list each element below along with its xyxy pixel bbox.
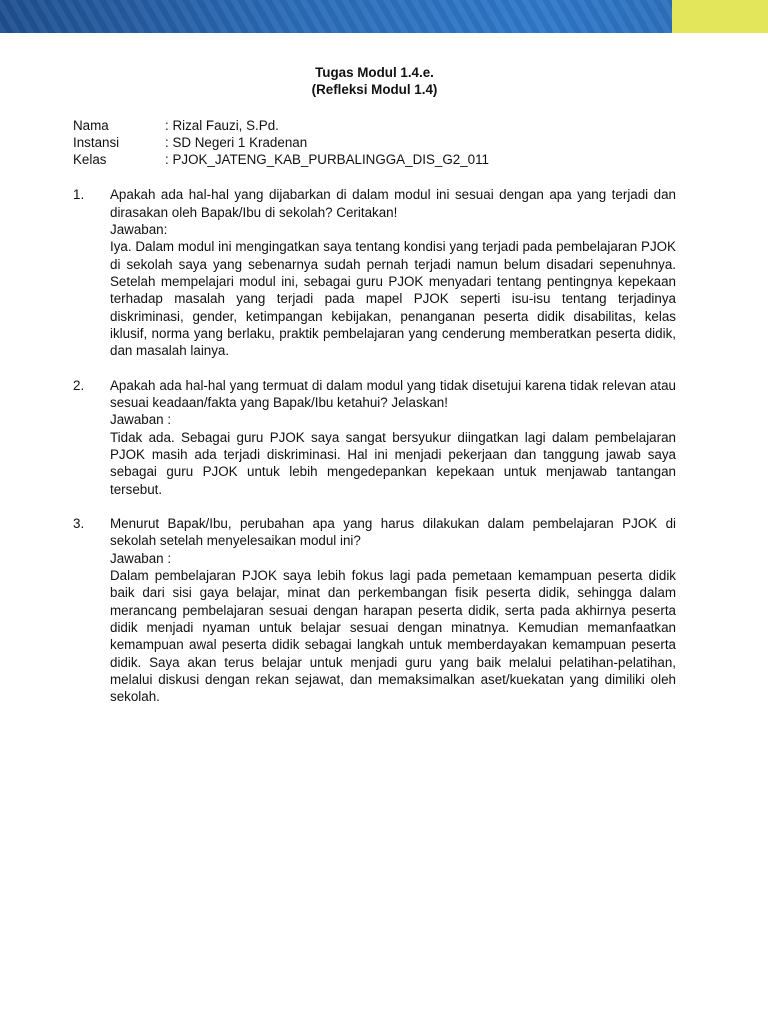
identity-label: Kelas	[73, 152, 107, 168]
document-title: Tugas Modul 1.4.e.	[315, 65, 434, 80]
question-body	[110, 515, 676, 705]
identity-label: Instansi	[73, 134, 120, 150]
answer-text: Dalam pembelajaran PJOK saya lebih fokus lagi pada pemetaan kemampuan peserta didik baik dari sisi gaya belajar, minat dan perkembangan fisik peserta didik, sehingga dalam merancang pembelajaran sesuai dengan harapan peserta didik, serta pada akhirnya peserta didik menjadi nyaman untuk belajar sesuai dengan minatnya. Kemudian memanfaatkan kemampuan awal peserta didik sebagai langkah untuk memberdayakan kemampuan peserta didik. Saya akan terus belajar untuk menjadi guru yang baik melalui pelatihan-pelatihan, melalui diskusi dengan rekan sejawat, dan memaksimalkan aset/kuekatan yang dimiliki oleh sekolah.	[110, 568, 676, 705]
answer-label: Jawaban :	[110, 550, 172, 566]
header-accent-block	[672, 0, 768, 33]
question-number: 2.	[73, 377, 85, 393]
question-text: Menurut Bapak/Ibu, perubahan apa yang harus dilakukan dalam pembelajaran PJOK di sekolah setelah menyelesaikan modul ini?	[110, 516, 676, 549]
answer-label: Jawaban:	[110, 222, 168, 238]
question-body	[110, 186, 676, 359]
question-number: 3.	[73, 516, 85, 532]
document-page	[73, 64, 676, 723]
identity-row-nama	[73, 117, 676, 134]
identity-row-instansi	[73, 134, 676, 151]
answer-text: Iya. Dalam modul ini mengingatkan saya tentang kondisi yang terjadi pada pembelajaran PJOK di sekolah saya yang sebenarnya sudah pernah terjadi namun belum disadari sepenuhnya. Setelah mempelajari modul ini, sebagai guru PJOK menyadari tentang pentingnya kepekaan terhadap masalah yang terjadi pada mapel PJOK seperti isu-isu tentang terjadinya diskriminasi, gender, ketimpangan kebijakan, penanganan peserta didik disabilitas, kelas iklusif, norma yang berlaku, praktik pembelajaran yang cenderung memberatkan peserta didik, dan masalah lainya.	[110, 239, 676, 359]
question-item	[73, 186, 676, 359]
header-band	[0, 0, 768, 33]
identity-value: : SD Negeri 1 Kradenan	[165, 134, 308, 150]
identity-row-kelas	[73, 151, 676, 168]
identity-label: Nama	[73, 117, 109, 133]
header-texture	[0, 0, 768, 33]
identity-block	[73, 117, 676, 169]
question-number: 1.	[73, 187, 85, 203]
question-item	[73, 515, 676, 705]
question-list	[73, 186, 676, 705]
question-text: Apakah ada hal-hal yang dijabarkan di dalam modul ini sesuai dengan apa yang terjadi dan dirasakan oleh Bapak/Ibu di sekolah? Ceritakan!	[110, 187, 676, 220]
identity-value: : Rizal Fauzi, S.Pd.	[165, 117, 279, 133]
answer-label: Jawaban :	[110, 412, 172, 428]
question-item	[73, 377, 676, 498]
question-body	[110, 377, 676, 498]
document-subtitle: (Refleksi Modul 1.4)	[311, 82, 438, 98]
identity-value: : PJOK_JATENG_KAB_PURBALINGGA_DIS_G2_011	[165, 152, 489, 168]
question-text: Apakah ada hal-hal yang termuat di dalam modul yang tidak disetujui karena tidak relevan atau sesuai keadaan/fakta yang Bapak/Ibu ketahui? Jelaskan!	[110, 377, 676, 411]
answer-text: Tidak ada. Sebagai guru PJOK saya sangat bersyukur diingatkan lagi dalam pembelajaran PJOK masih ada terjadi diskriminasi. Hal ini menjadi pekerjaan dan tanggung jawab saya sebagai guru PJOK untuk lebih mengedepankan kepekaan untuk menjawab tantangan tersebut.	[110, 429, 676, 497]
